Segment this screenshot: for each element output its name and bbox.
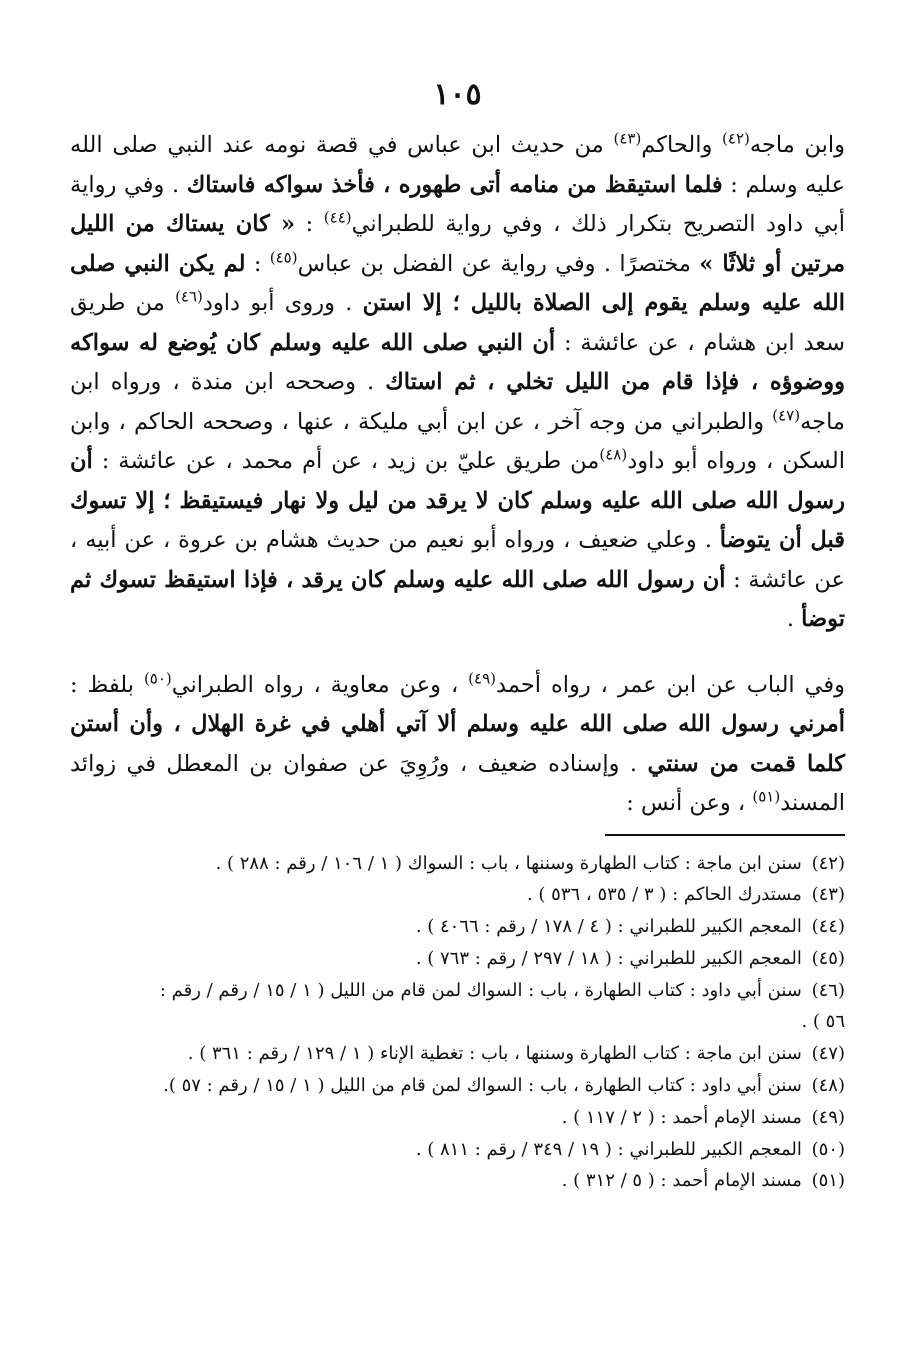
footnote-item — [70, 879, 845, 911]
footnote-divider — [605, 834, 845, 836]
footnote-number: (٥٠) — [811, 1138, 845, 1160]
footnote-text: مسند الإمام أحمد : ( ٥ / ٣١٢ ) . — [561, 1170, 808, 1192]
main-paragraph-1 — [70, 126, 845, 640]
text-run: . وإسناده ضعيف ، ورُوِيَ عن صفوان بن المعطل في زوائد المسند — [70, 750, 845, 816]
footnote-item — [70, 1070, 845, 1102]
text-run: . وفي رواية أبي داود التصريح بتكرار ذلك ، وفي رواية للطبراني — [70, 171, 846, 237]
book-page — [70, 70, 845, 1197]
text-run: . وصححه ابن مندة ، ورواه ابن ماجه — [70, 369, 845, 435]
footnote-ref: (٥١) — [752, 787, 781, 806]
text-run: من طريق عليّ بن زيد ، عن أم محمد ، عن عائشة : — [92, 448, 600, 474]
footnote-text: مستدرك الحاكم : ( ٣ / ٥٣٥ ، ٥٣٦ ) . — [526, 884, 808, 906]
text-run: . وروى أبو داود — [202, 290, 363, 316]
footnote-ref: (٤٦) — [175, 287, 203, 306]
paragraph-gap — [70, 640, 845, 666]
footnote-ref: (٤٤) — [323, 208, 352, 227]
footnote-number: (٤٤) — [811, 916, 845, 938]
page-number: ١٠٥ — [433, 77, 482, 112]
text-run: بلفظ : — [70, 671, 144, 698]
footnote-item — [70, 975, 845, 1039]
footnote-ref: (٤٥) — [269, 248, 298, 266]
main-paragraph-2 — [70, 666, 845, 824]
footnotes-list — [70, 848, 845, 1198]
text-run: والحاكم — [641, 132, 723, 158]
footnote-text: سنن ابن ماجة : كتاب الطهارة وسننها ، باب : تغطية الإناء ( ١ / ١٢٩ / رقم : ٣٦١ ) . — [187, 1043, 808, 1065]
footnote-continuation: ٥٦ ) . — [801, 1011, 845, 1033]
footnote-text: سنن ابن ماجة : كتاب الطهارة وسننها ، باب : السواك ( ١ / ١٠٦ / رقم : ٢٨٨ ) . — [215, 852, 808, 874]
footnote-number: (٤٥) — [811, 947, 845, 969]
footnote-text: المعجم الكبير للطبراني : ( ٤ / ١٧٨ / رقم : ٤٠٦٦ ) . — [415, 916, 808, 938]
text-run: . — [786, 606, 802, 632]
footnote-item — [70, 1038, 845, 1070]
bold-quote: فلما استيقظ من منامه أتى طهوره ، فأخذ سواكه فاستاك — [186, 171, 723, 198]
bold-quote: « كان يستاك من الليل مرتين أو ثلاثًا » — [70, 211, 845, 277]
bold-quote: أن رسول الله صلى الله عليه وسلم كان يرقد ، فإذا استيقظ تسوك ثم توضأ — [70, 566, 845, 632]
footnote-item — [70, 911, 845, 943]
footnote-ref: (٤٢) — [722, 129, 750, 148]
footnote-ref: (٤٩) — [468, 669, 497, 687]
footnote-item — [70, 1134, 845, 1166]
footnote-item — [70, 848, 845, 880]
footnote-number: (٥١) — [811, 1170, 845, 1192]
footnote-ref: (٤٨) — [599, 445, 628, 464]
footnote-number: (٤٣) — [811, 884, 845, 906]
footnote-item — [70, 1102, 845, 1134]
footnote-text: سنن أبي داود : كتاب الطهارة ، باب : السواك لمن قام من الليل ( ١ / ١٥ / رقم : ٥٧ ). — [163, 1075, 808, 1097]
footnote-ref: (٥٠) — [143, 669, 172, 687]
footnote-item — [70, 943, 845, 975]
text-run: : — [295, 211, 324, 237]
text-run: من حديث ابن عباس في قصة نومه عند النبي صلى الله عليه وسلم : — [70, 132, 846, 198]
bold-quote: أمرني رسول الله صلى الله عليه وسلم ألا آتي أهلي في غرة الهلال ، وأن أستن كلما قمت من سنتي — [70, 711, 845, 777]
footnote-ref: (٤٧) — [772, 406, 801, 424]
footnote-text: المعجم الكبير للطبراني : ( ١٩ / ٣٤٩ / رقم : ٨١١ ) . — [415, 1138, 808, 1160]
text-run: وابن ماجه — [749, 132, 845, 158]
footnote-ref: (٤٣) — [613, 129, 642, 148]
text-run: والطبراني من وجه آخر ، عن ابن أبي مليكة ، عنها ، وصححه الحاكم ، وابن السكن ، ورواه أبو داود — [70, 408, 845, 474]
text-run: . وعلي ضعيف ، ورواه أبو نعيم من حديث هشام بن عروة ، عن أبيه ، عن عائشة : — [70, 527, 845, 593]
footnote-number: (٤٦) — [811, 979, 845, 1001]
footnote-text: سنن أبي داود : كتاب الطهارة ، باب : السواك لمن قام من الليل ( ١ / ١٥ / رقم / رقم : — [159, 979, 808, 1001]
text-run: من طريق سعد ابن هشام ، عن عائشة : — [70, 290, 845, 356]
footnote-text: مسند الإمام أحمد : ( ٢ / ١١٧ ) . — [561, 1106, 808, 1128]
footnote-item — [70, 1165, 845, 1197]
footnote-text: المعجم الكبير للطبراني : ( ١٨ / ٢٩٧ / رقم : ٧٦٣ ) . — [415, 947, 808, 969]
text-run: ، وعن معاوية ، رواه الطبراني — [171, 671, 469, 698]
footnote-number: (٤٢) — [811, 852, 845, 874]
bold-quote: أن رسول الله صلى الله عليه وسلم كان لا يرقد من ليل ولا نهار فيستيقظ ؛ إلا تسوك قبل أن يتوضأ — [70, 448, 845, 553]
footnote-number: (٤٧) — [811, 1043, 845, 1065]
text-run: مختصرًا . وفي رواية عن الفضل بن عباس — [297, 250, 700, 277]
footnote-number: (٤٨) — [811, 1075, 845, 1097]
bold-quote: لم يكن النبي صلى الله عليه وسلم يقوم إلى الصلاة بالليل ؛ إلا استن — [70, 250, 845, 316]
text-run: : — [245, 250, 270, 277]
text-run: وفي الباب عن ابن عمر ، رواه أحمد — [496, 671, 845, 698]
text-run: ، وعن أنس : — [626, 790, 753, 816]
bold-quote: أن النبي صلى الله عليه وسلم كان يُوضع له سواكه ووضوؤه ، فإذا قام من الليل تخلي ، ثم استاك — [70, 329, 845, 395]
footnote-number: (٤٩) — [811, 1106, 845, 1128]
